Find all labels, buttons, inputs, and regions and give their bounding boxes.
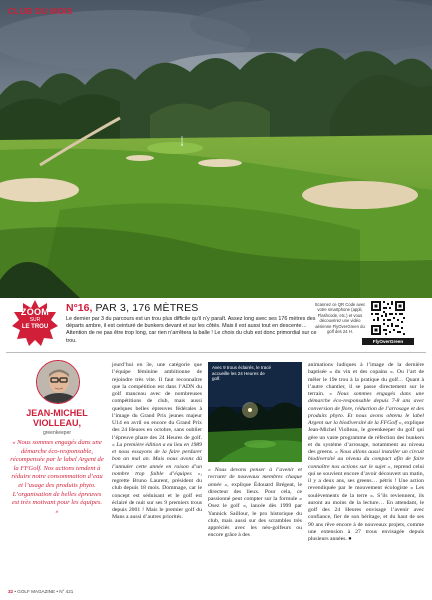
golf-course-illustration [0,0,432,298]
qr-code[interactable] [370,300,406,336]
avatar [36,360,80,404]
col1-quote: « La première édition a eu lieu en 1989 et nous essayons de la faire perdurer bon an mal an. Mais nous avons dû l’annuler cette année en raison d’un nombre trop faible d’équipes » [112,441,202,477]
person-role: greenkeeper [42,430,72,436]
col3-text-end-2: , reprend celui qui se souvient encore d’avoir découvert un matin, il y a deux ans, ses greens… pétris ! Une action revendiquée par le mouvement écologiste « Les soulèvements de la terre ». S’ils reviennent, ils auront au moins de la lecture… En attendant, le golf des 24 Heures envisage l’avenir avec confiance, fier de son héritage, et du haut de ses 90 ans rêve encore à de nouveaux projets, comme une extension à 27 trous envisagée depuis plusieurs années. ● [308,463,424,542]
article-column-3 [308,362,424,543]
magazine-name: • GOLF MAGAZINE • N° 421 [13,589,74,594]
col3-quote: « Nous sommes engagés dans une démarche éco-responsable depuis 7-8 ans avec conversion de flore, réduction de l’arrosage et des produits phyto. Et nous avons obtenu le label Argent sur la biodiversité de la FFGolf » [308,391,424,426]
col2-text: , explique Édouard Brégeat, le directeur des lieux. Pour cela, ce passionné peut compter sur la formule « Osez le golf », lancée dès 1999 par Yannick Saillour, le pro historique du club, mais aussi sur des scrambles très appréciés avec les néo-golfeurs ou encore grâce à des [208,481,302,539]
page-footer [8,589,73,594]
zoom-line1: ZOOM [20,307,50,317]
qr-instructions: Scannez ce QR Code avec votre smartphone (appli, Flashcode, etc.) et vous découvrirez une vidéo aérienne FlyOverGreen du golf des 24 H. [314,302,366,335]
inset-caption: Avec 9 trous éclairés, le tracé accueille les 24 Heures de golf. [212,365,271,381]
hole-details: PAR 3, 176 MÈTRES [92,302,199,314]
col1-text: jourd’hui en 3e, une catégorie que l’équipe féminine ambitionne de rejoindre très vite. Il faut reconnaître que la compétition est dans l’ADN du golf manceau avec de nombreuses compétitions de club, mais aussi quelques belles épreuves fédérales à l’image du Grand Prix jeunes majeur U14 en avril ou encore du Grand Prix des 24 Heures en octobre, sans oublier l’épreuve phare des 24 Heures de golf. [112,362,202,441]
inset-photo [208,362,302,462]
section-tag: CLUB DU MOIS [8,6,73,16]
zoom-line3: LE TROU [21,324,49,330]
hole-info [6,300,426,350]
col3-quote-2: « Nous allons aussi installer un circuit biodiversité au niveau du compact afin de faire connaître nos actions sur le sujet » [308,449,424,470]
qr-code-icon [370,300,406,336]
pull-quote: « Nous sommes engagés dans une démarche éco-responsable, récompensée par le label Argent de la FFGolf. Nos actions tendent à réduire notre consommation d’eau et l’usage des produits phyto. L’organisation de belles épreuves est très motivant pour les équipes. » [10,439,104,515]
person-name-line2: VIOLLEAU, [32,418,81,428]
col1-text-end: , regrette Bruno Laurent, président du club depuis 18 mois. Dommage, car le concept est séduisant et le golf est éclairé de nuit sur ses 9 premiers trous depuis 2001 ! Mais le premier golf du Mans a aussi d’autres priorités. [112,470,202,521]
hole-description: Le dernier par 3 du parcours est un trou plus difficile qu’il n’y paraît. Assez long avec ses 176 mètres des départs ambre, il est ceinturé de bunkers devant et sur les côtés. Mais il est aussi tout en descente… Attention de ne pas être trop long, car rien n’arrêtera la balle ! Le choix du club est donc primordial sur ce trou. [66,316,317,344]
zoom-badge [12,300,58,346]
article-column-2 [208,467,302,540]
article-column-1 [112,362,202,522]
hole-number: N°16, [66,302,93,314]
portrait-icon [37,361,80,404]
col2-quote: « Nous devons penser à l’avenir et recruter de nouveaux membres chaque année » [208,467,302,488]
col3-text-end: , explique Jean-Michel Violleau, le greenkeeper du golf qui gère un vaste programme de réfection des bunkers et du système d’arrosage, notamment au niveau des greens. [308,420,424,455]
divider [6,352,426,353]
col3-text: animations ludiques à l’image de la dernière baptisée « du vin et des copains ». Ou l’art de mêler le 19e trou à la pratique du golf… Quant à l’autre chantier, il se passe directement sur le terrain. [308,362,424,397]
zoom-line2: SUR [29,317,41,323]
qr-label: FlyOverGreen [362,338,414,345]
hole-title [66,302,199,314]
page-number: 32 [8,589,14,594]
person-name [10,408,104,428]
hero-photo [0,0,432,298]
person-name-line1: JEAN-MICHEL [26,408,88,418]
